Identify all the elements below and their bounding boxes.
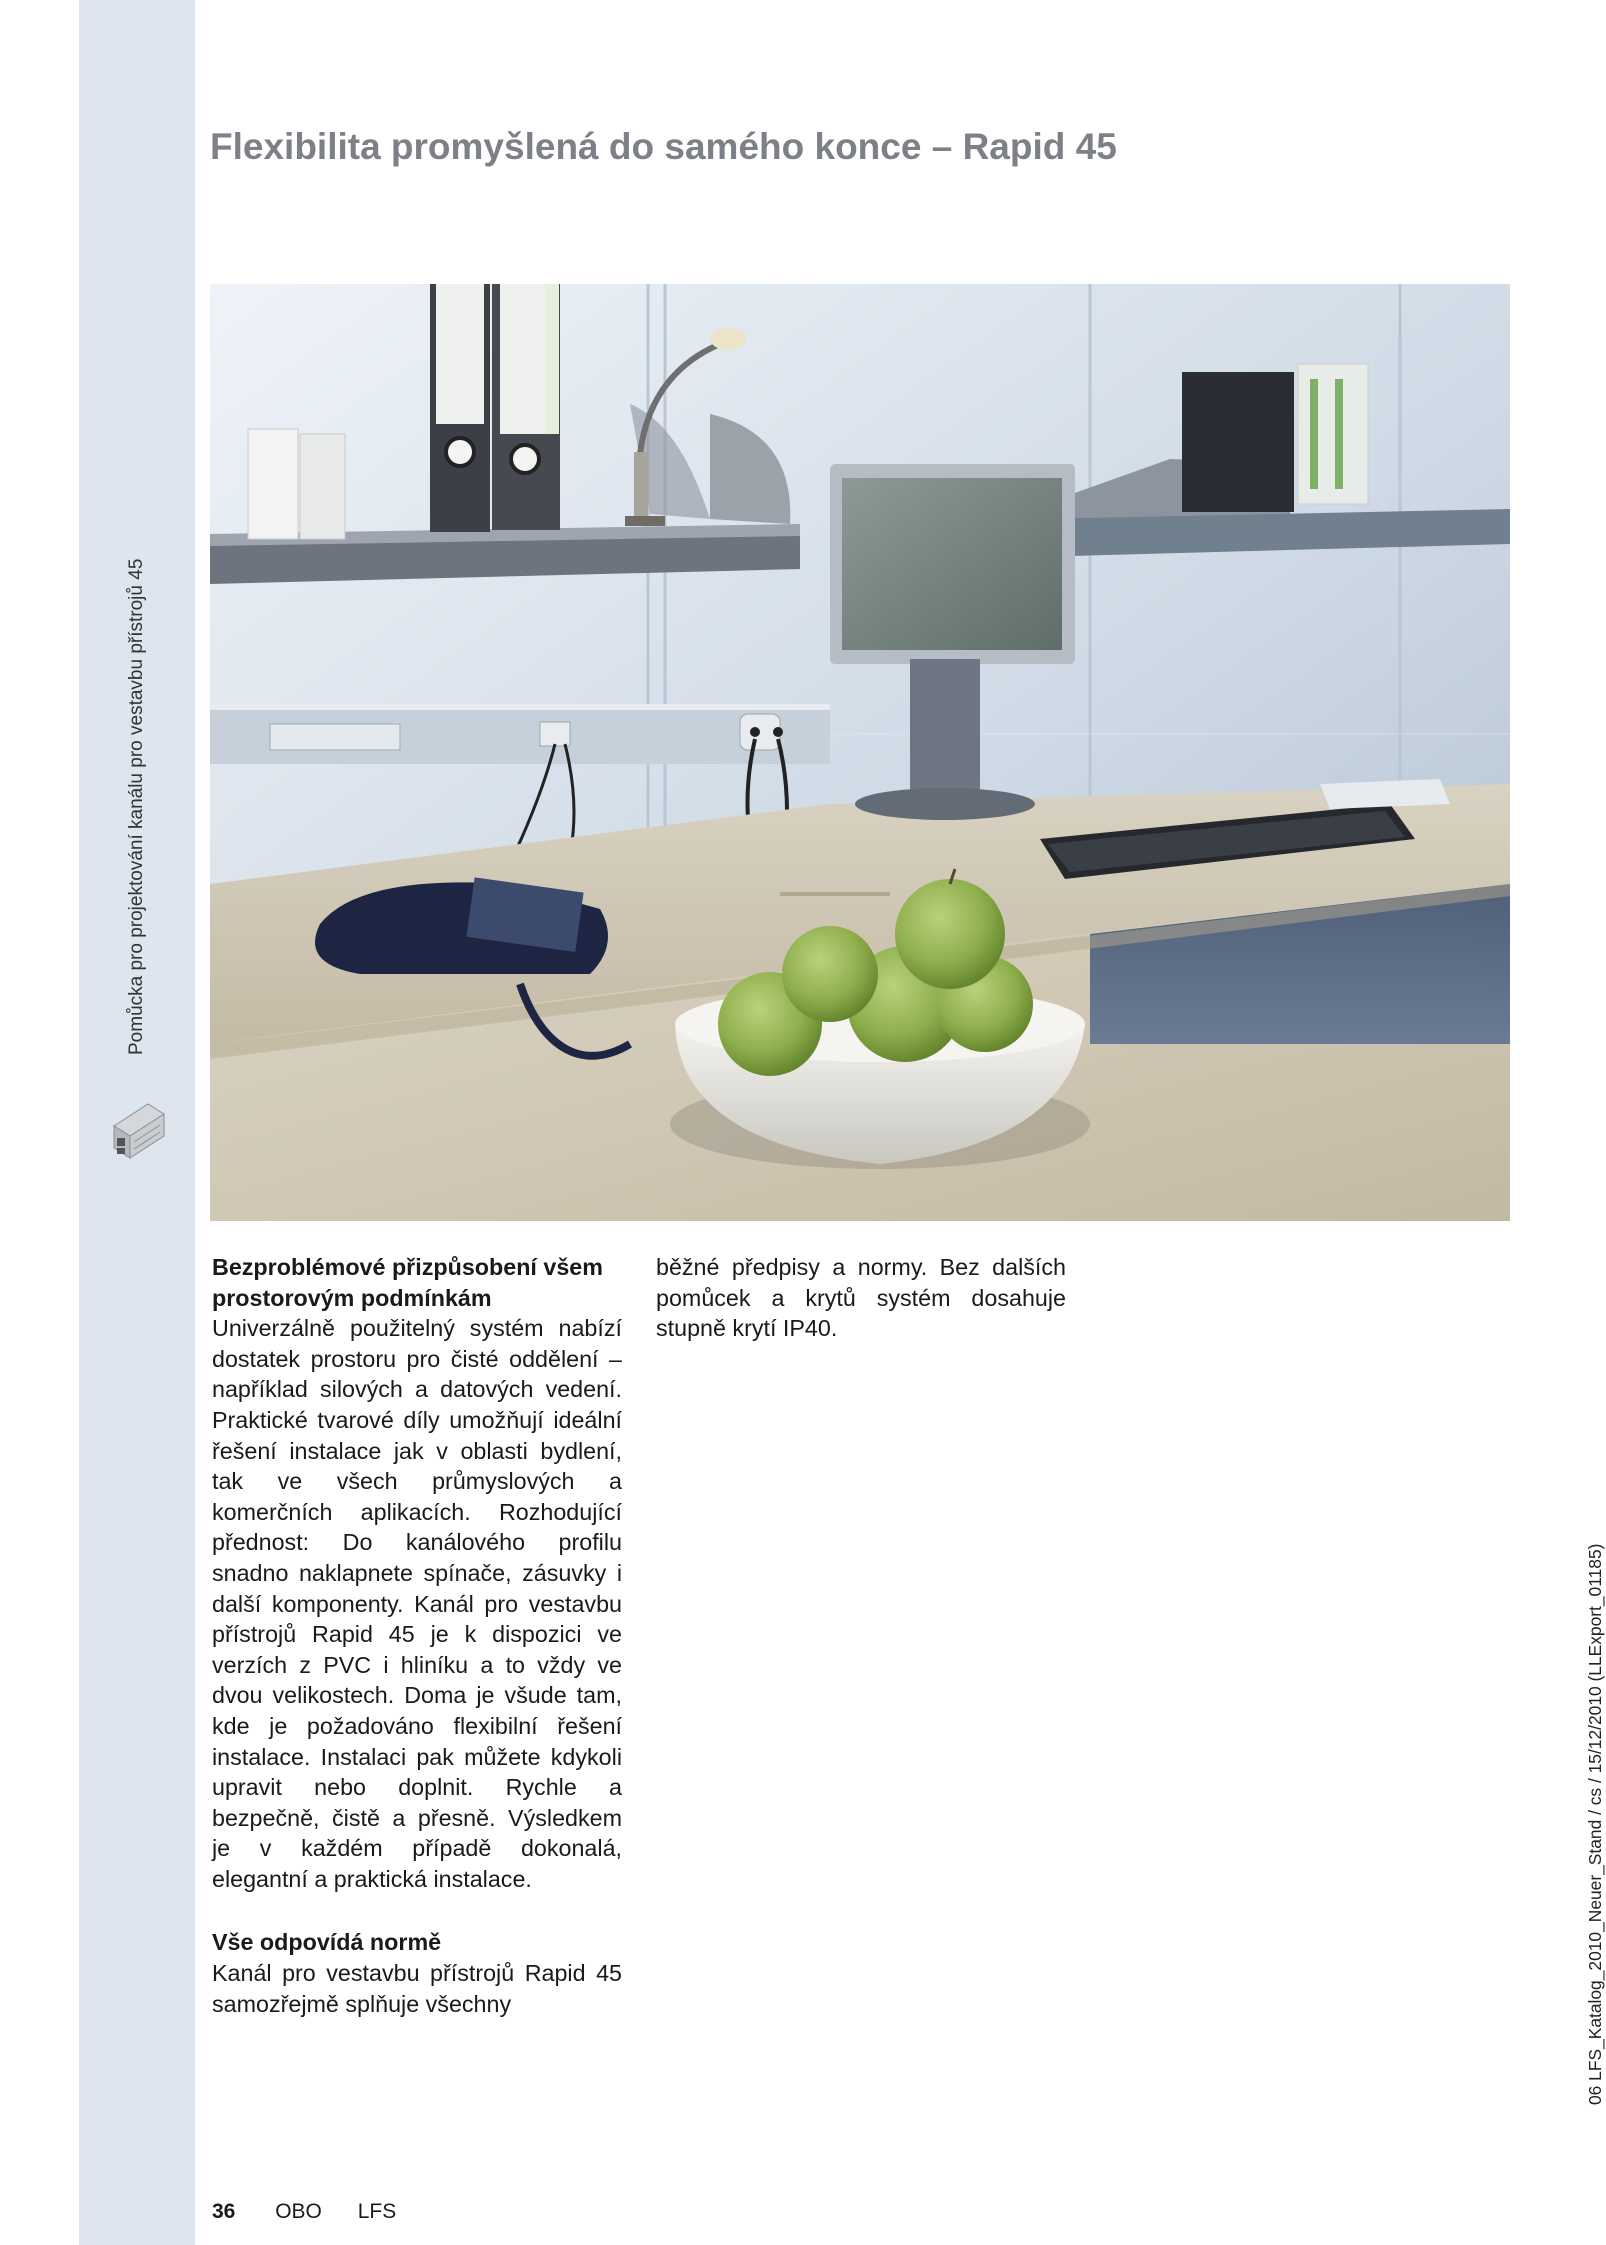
paragraph-adaptation: Univerzálně použitelný systém nabízí dostatek prostoru pro čisté oddělení – například silových a datových vedení. Praktické tvarové díly umožňují ideální řešení instalace jak v oblasti bydlení, tak ve všech průmyslových a komerčních aplikacích. Rozhodující přednost: Do kanálového profilu snadno naklapnete spínače, zásuvky i další komponenty. Kanál pro vestavbu přístrojů Rapid 45 je k dispozici ve verzích z PVC i hliníku a to vždy ve dvou velikostech. Doma je všude tam, kde je požadováno flexibilní řešení instalace. Instalaci pak můžete kdykoli upravit nebo doplnit. Rychle a bezpečně, čistě a přesně. Výsledkem je v každém případě dokonalá, elegantní a praktická instalace.: [212, 1315, 622, 1892]
section-heading-adaptation: Bezproblémové přizpůsobení všem prostorovým podmínkám: [212, 1254, 603, 1311]
paragraph-norms-start: Kanál pro vestavbu přístrojů Rapid 45 samozřejmě splňuje všechny: [212, 1960, 622, 2017]
page-footer: [212, 2200, 396, 2224]
text-column-right: [656, 1252, 1066, 1344]
office-desk-photo: [210, 284, 1510, 1221]
doc-reference: 06 LFS_Katalog_2010_Neuer_Stand / cs / 15/12/2010 (LLExport_01185): [1585, 1543, 1605, 2105]
paragraph-norms-end: běžné předpisy a normy. Bez dalších pomůcek a krytů systém dosahuje stupně krytí IP40.: [656, 1254, 1066, 1342]
page-title: Flexibilita promyšlená do samého konce – Rapid 45: [210, 126, 1117, 167]
footer-section: LFS: [357, 2200, 397, 2223]
text-column-left: [212, 1252, 622, 2019]
cable-channel-profile-icon: [108, 1096, 168, 1162]
page-number: 36: [212, 2200, 236, 2223]
footer-brand: OBO: [275, 2200, 322, 2223]
side-label: Pomůcka pro projektování kanálu pro vestavbu přístrojů 45: [126, 558, 147, 1055]
section-heading-norms: Vše odpovídá normě: [212, 1929, 442, 1956]
